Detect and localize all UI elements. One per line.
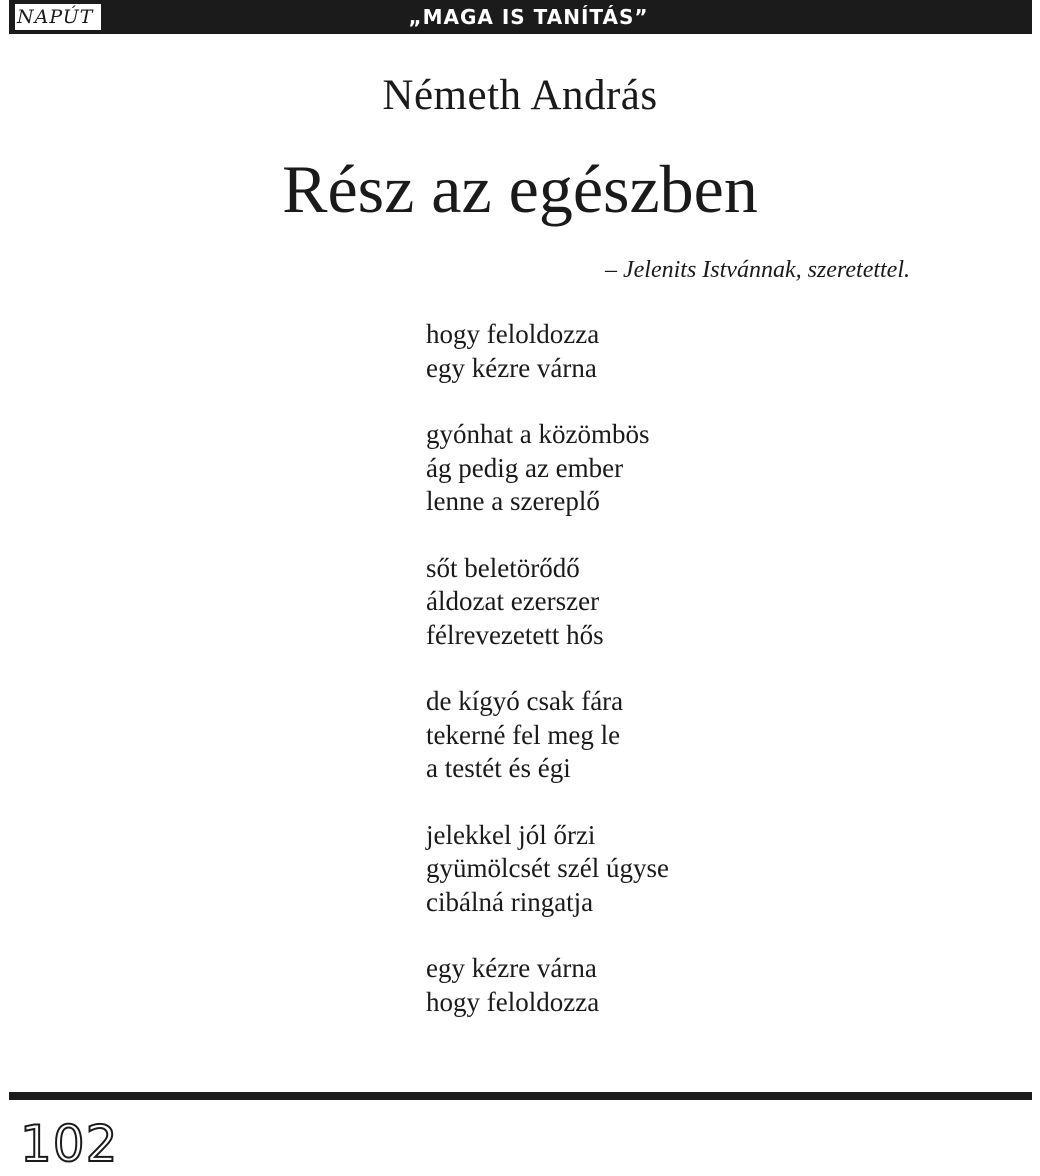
- section-title: „MAGA IS TANÍTÁS”: [408, 5, 649, 29]
- poem-line: ág pedig az ember: [426, 452, 624, 483]
- author-name: Németh András: [382, 72, 658, 119]
- poem-line: sőt beletörődő: [426, 552, 580, 583]
- poem-line: áldozat ezerszer: [426, 586, 600, 616]
- dedication: – Jelenits Istvánnak, szeretettel.: [604, 257, 910, 283]
- poem-line: félrevezetett hős: [426, 619, 604, 650]
- stanza: [426, 685, 669, 786]
- poem-line: a testét és égi: [426, 753, 571, 783]
- poem-line: de kígyó csak fára: [426, 686, 624, 716]
- stanza: [426, 552, 669, 653]
- poem-line: hogy feloldozza: [426, 319, 600, 349]
- poem-body: [426, 318, 669, 1052]
- stanza: [426, 418, 669, 519]
- poem-line: jelekkel jól őrzi: [426, 819, 596, 850]
- magazine-logo: NAPÚT: [15, 4, 101, 30]
- poem-line: tekerné fel meg le: [426, 719, 621, 750]
- stanza: [426, 952, 669, 1019]
- poem-line: lenne a szereplő: [426, 486, 600, 516]
- poem-line: egy kézre várna: [426, 953, 597, 983]
- poem-line: gyónhat a közömbös: [426, 419, 650, 449]
- footer-rule: [9, 1092, 1032, 1100]
- poem-line: gyümölcsét szél úgyse: [426, 853, 669, 883]
- page-number: 102: [20, 1115, 119, 1173]
- running-header: [9, 0, 1032, 34]
- poem-line: egy kézre várna: [426, 352, 597, 383]
- poem-line: hogy feloldozza: [426, 986, 600, 1017]
- poem-line: cibálná ringatja: [426, 886, 594, 917]
- poem-title: Rész az egészben: [282, 151, 758, 227]
- stanza: [426, 819, 669, 920]
- stanza: [426, 318, 669, 385]
